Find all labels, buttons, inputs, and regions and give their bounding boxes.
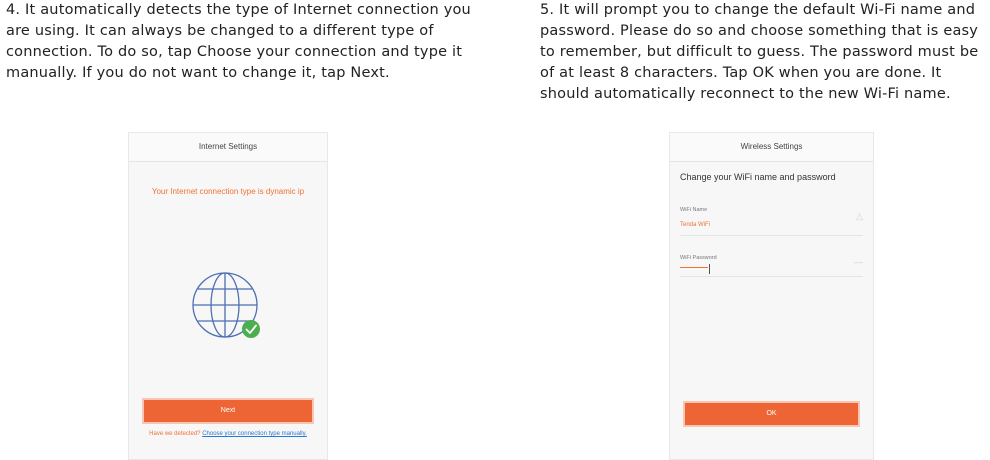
ok-button[interactable]: OK (685, 403, 858, 425)
change-wifi-title: Change your WiFi name and password (680, 172, 836, 182)
connection-type-message: Your Internet connection type is dynamic ip (151, 187, 305, 196)
wifi-name-field[interactable]: Tenda WiFi (680, 222, 711, 228)
edit-icon[interactable]: △ (856, 211, 863, 221)
step-4-instructions: 4. It automatically detects the type of Internet connection you are using. It can always be changed to a different type of connection. To do so, tap Choose your connection and type it manually. If you do not want to change it, tap Next. (6, 2, 471, 81)
wifi-name-underline (680, 235, 863, 236)
manual-connection-text (139, 430, 317, 438)
wifi-name-label: WiFi Name (680, 207, 708, 213)
next-button[interactable]: Next (144, 400, 312, 422)
globe-icon (191, 271, 271, 351)
wifi-password-field[interactable] (680, 267, 708, 268)
wifi-password-underline (680, 276, 863, 277)
manual-prefix: Have we detected? (149, 431, 201, 437)
wireless-settings-header: Wireless Settings (670, 133, 873, 162)
eye-icon[interactable]: — (854, 257, 863, 267)
text-cursor (709, 264, 710, 274)
internet-settings-header: Internet Settings (129, 133, 327, 162)
step-5-instructions: 5. It will prompt you to change the default Wi-Fi name and password. Please do so and choose something that is easy to remember, but difficult to guess. The password must be of at least 8 characters. Tap OK when you are done. It should automatically reconnect to the new Wi-Fi name. (540, 2, 979, 102)
wireless-settings-screen (669, 132, 874, 460)
internet-settings-screen (128, 132, 328, 460)
check-circle-icon (242, 320, 260, 338)
choose-connection-link[interactable]: Choose your connection type manually. (202, 431, 307, 437)
wifi-password-label: WiFi Password (680, 255, 717, 261)
